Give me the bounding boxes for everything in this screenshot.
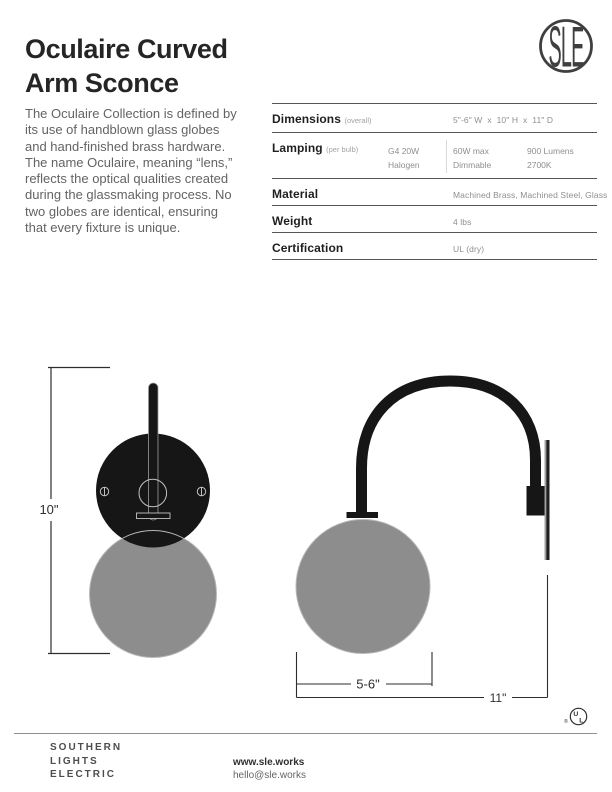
lamping-dimmable: Dimmable [453, 160, 492, 170]
lamping-note: (per bulb) [326, 145, 359, 154]
front-view-drawing [39, 368, 216, 658]
side-globe [296, 520, 430, 654]
email-text: hello@sle.works [233, 770, 306, 781]
title-line-1: Oculaire Curved [25, 34, 228, 64]
lamping-bulb-type: G4 20W [388, 146, 420, 156]
certification-label: Certification [272, 241, 344, 255]
weight-value: 4 lbs [453, 217, 472, 227]
ul-mark-l: L [579, 717, 584, 725]
dimensions-note: (overall) [344, 116, 372, 125]
sle-logo-monogram: SLE [548, 18, 584, 74]
lamping-max-watt: 60W max [453, 146, 489, 156]
weight-label: Weight [272, 214, 313, 228]
brand-name [50, 741, 122, 782]
material-value: Machined Brass, Machined Steel, Glass [453, 190, 608, 200]
front-stem [149, 383, 159, 520]
ul-mark-u: U [573, 711, 579, 718]
side-view-drawing [296, 381, 550, 705]
side-fitter [347, 512, 379, 518]
wall-plate-bar [546, 440, 549, 560]
ul-mark-icon [564, 708, 587, 725]
depth-dimension-label: 11" [489, 691, 507, 705]
lamping-lumens: 900 Lumens [527, 146, 574, 156]
lamping-bulb-tech: Halogen [388, 160, 420, 170]
lamping-label-text: Lamping [272, 141, 323, 155]
wall-plate-edge [545, 440, 547, 560]
brand-line-2: LIGHTS [50, 755, 99, 767]
curved-arm [362, 381, 536, 514]
lamping-color-temp: 2700K [527, 160, 552, 170]
front-globe [90, 531, 217, 658]
title-line-2: Arm Sconce [25, 68, 179, 98]
front-fitter-bracket [137, 513, 171, 519]
material-label: Material [272, 187, 319, 201]
brand-line-1: SOUTHERN [50, 742, 123, 753]
ul-mark-registered: ® [564, 719, 568, 725]
certification-value: UL (dry) [453, 244, 485, 254]
footer-divider [14, 733, 597, 734]
height-dimension-label: 10" [39, 502, 59, 517]
brand-line-3: ELECTRIC [50, 769, 116, 780]
dimensions-label-text: Dimensions [272, 112, 342, 126]
contact-info [233, 756, 306, 782]
dimensions-value: 5"-6" W x 10" H x 11" D [453, 115, 554, 125]
wall-mount-block [527, 486, 545, 516]
width-dimension-label: 5-6" [356, 676, 380, 692]
collection-description: The Oculaire Collection is defined by its use of handblown glass globes and hand-finished brass hardware. The name Oculaire, meaning “lens,” reflects the optical qualities created during the glassmaking process. No two globes are identical, ensuring that every fixture is unique. [25, 106, 237, 236]
website-text: www.sle.works [233, 757, 305, 768]
